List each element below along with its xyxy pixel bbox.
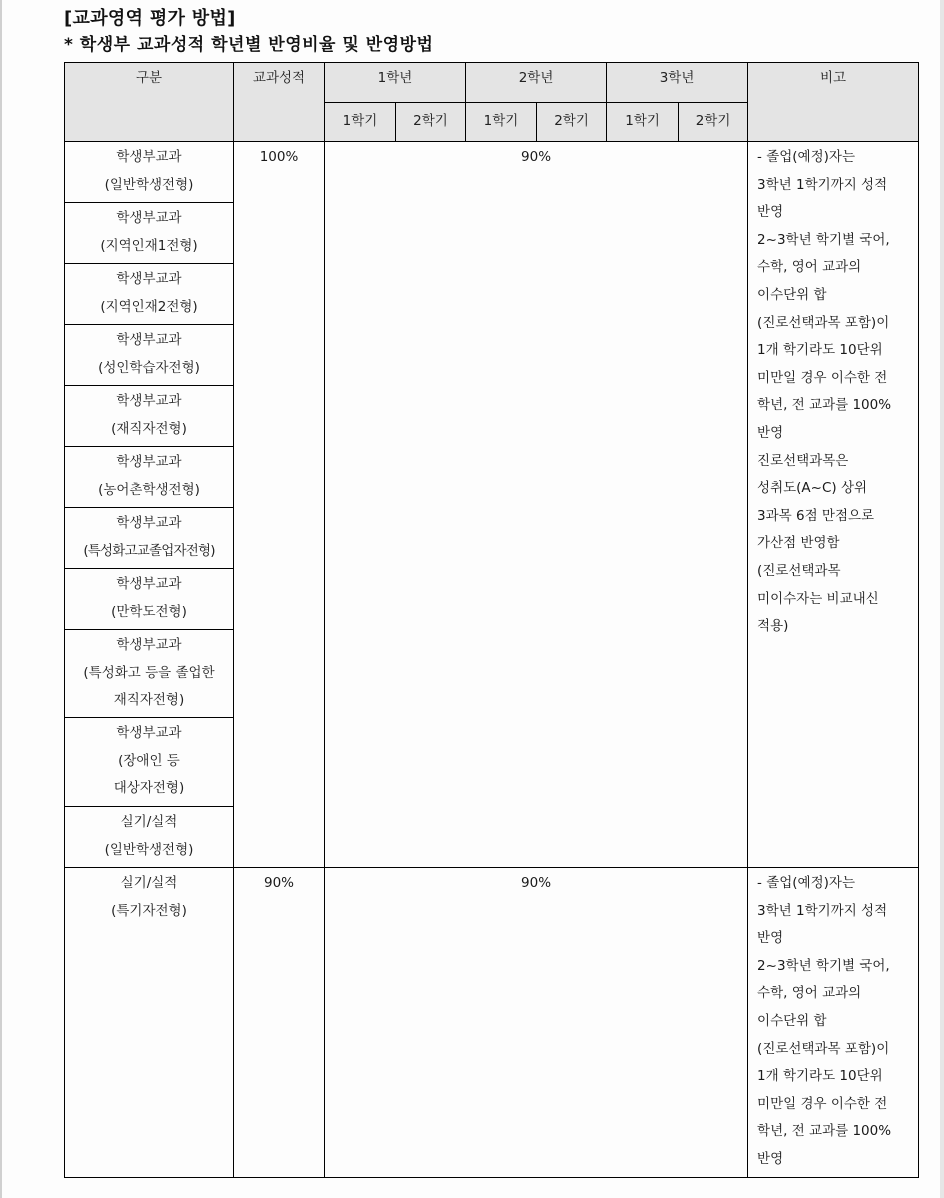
- header-category: 구분: [65, 63, 234, 142]
- category-cell: 학생부교과 (일반학생전형): [65, 142, 234, 203]
- category-cell: 학생부교과 (지역인재2전형): [65, 264, 234, 325]
- semester-ratio-cell: 90%: [325, 868, 748, 1178]
- remarks-cell: - 졸업(예정)자는 3학년 1학기까지 성적 반영 2~3학년 학기별 국어, 수학, 영어 교과의 이수단위 합 (진로선택과목 포함)이 1개 학기라도 10단위 미만일 경우 이수한 전 학년, 전 교과를 100% 반영: [748, 868, 919, 1178]
- header-y3-s1: 1학기: [607, 103, 679, 142]
- semester-ratio-cell: 90%: [325, 142, 748, 868]
- header-y1-s2: 2학기: [396, 103, 466, 142]
- category-cell: 학생부교과 (지역인재1전형): [65, 203, 234, 264]
- header-y3-s2: 2학기: [679, 103, 748, 142]
- category-cell: 학생부교과 (성인학습자전형): [65, 325, 234, 386]
- remarks-cell: - 졸업(예정)자는 3학년 1학기까지 성적 반영 2~3학년 학기별 국어, 수학, 영어 교과의 이수단위 합 (진로선택과목 포함)이 1개 학기라도 10단위 미만일 경우 이수한 전 학년, 전 교과를 100% 반영 진로선택과목은 성취도(A~C) 상위 3과목 6점 만점으로 가산점 반영함 (진로선택과목 미이수자는 비교내신 적용): [748, 142, 919, 868]
- header-y1-s1: 1학기: [325, 103, 396, 142]
- grade-ratio-table: [64, 62, 919, 1178]
- category-cell: 실기/실적 (일반학생전형): [65, 807, 234, 868]
- grade-score-cell: 100%: [234, 142, 325, 868]
- category-cell: 학생부교과 (장애인 등 대상자전형): [65, 718, 234, 807]
- header-row-years: [65, 63, 919, 103]
- category-cell: 학생부교과 (특성화고 등을 졸업한 재직자전형): [65, 630, 234, 718]
- header-remarks: 비고: [748, 63, 919, 142]
- scrollbar-track[interactable]: [940, 0, 944, 1198]
- category-cell: 학생부교과 (재직자전형): [65, 386, 234, 447]
- page-edge-left: [0, 0, 2, 1198]
- header-y2-s1: 1학기: [466, 103, 537, 142]
- header-year-2: 2학년: [466, 63, 607, 103]
- section-title: [교과영역 평가 방법]: [64, 8, 236, 29]
- category-cell: 실기/실적 (특기자전형): [65, 868, 234, 1178]
- category-cell: 학생부교과 (특성화고교졸업자전형): [65, 508, 234, 569]
- table-row: [65, 868, 919, 1178]
- table-row: [65, 142, 919, 203]
- header-y2-s2: 2학기: [537, 103, 607, 142]
- grade-score-cell: 90%: [234, 868, 325, 1178]
- header-grade-score: 교과성적: [234, 63, 325, 142]
- category-cell: 학생부교과 (만학도전형): [65, 569, 234, 630]
- header-year-3: 3학년: [607, 63, 748, 103]
- header-year-1: 1학년: [325, 63, 466, 103]
- document: [64, 6, 918, 1178]
- category-cell: 학생부교과 (농어촌학생전형): [65, 447, 234, 508]
- section-subtitle: * 학생부 교과성적 학년별 반영비율 및 반영방법: [64, 35, 434, 55]
